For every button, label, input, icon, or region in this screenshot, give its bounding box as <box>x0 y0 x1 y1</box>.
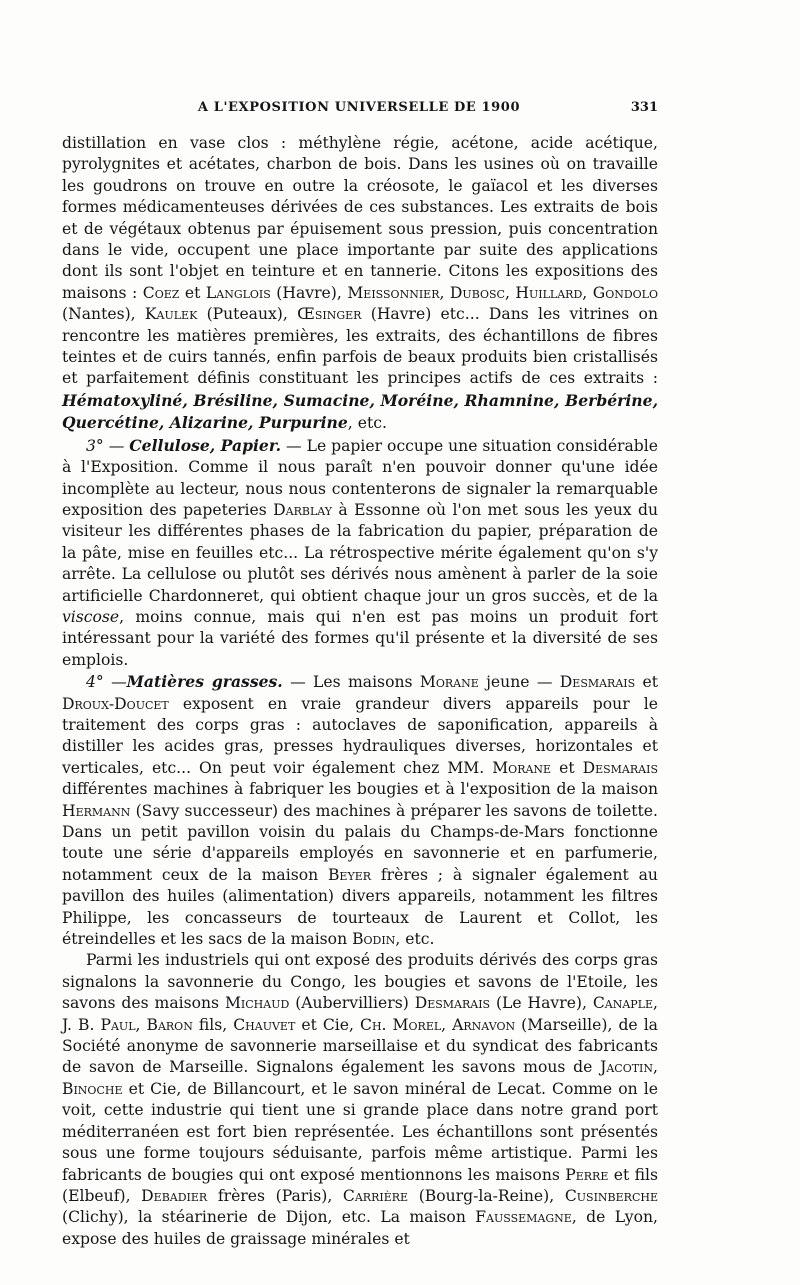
text-run-sc: Carrière <box>342 1186 409 1205</box>
text-run: et <box>551 758 583 777</box>
text-run: et fils (Elbeuf), <box>62 1165 658 1205</box>
text-run: — Le papier occupe une situation considérable à l'Exposition. Comme il nous paraît n'en pouvoir donner qu'une idée incomplète au lecteur, nous nous contenterons de signaler la remarquable exposition des papeteries <box>62 436 658 519</box>
text-run: , etc. <box>395 930 435 949</box>
text-run-it: 3° <box>86 436 104 455</box>
text-run: — <box>103 673 127 692</box>
text-run-bi: Cellulose, Papier. <box>129 435 282 455</box>
text-run: frères (Paris), <box>207 1186 343 1205</box>
text-run: (Puteaux), <box>197 305 298 324</box>
text-run-bi: Matières grasses. <box>126 672 283 692</box>
text-run: fils, <box>192 1015 234 1034</box>
text-run: , moins connue, mais qui n'en est pas moins un produit fort intéressant pour la variété des formes qu'il présente et la diversité de ses emplois. <box>62 607 658 669</box>
text-run-sc: Chauvet <box>233 1015 296 1034</box>
text-run: et <box>179 283 206 302</box>
text-run: — Les maisons <box>282 673 420 692</box>
page-number: 331 <box>630 100 658 115</box>
text-run: (Bourg-la-Reine), <box>408 1186 565 1205</box>
text-run-sc: Debadier <box>141 1186 208 1205</box>
body-text <box>62 133 658 1250</box>
text-run: et Cie, <box>295 1015 361 1034</box>
text-run-bi: Hématoxyliné, Brésiline, Sumacine, Moréine, Rhamnine, Berbérine, Quercétine, Alizarine, Purpurine <box>62 390 658 433</box>
paragraph-distillation <box>62 133 658 435</box>
text-run-sc: Coez <box>142 283 180 302</box>
text-run-sc: Langlois <box>205 283 271 302</box>
text-run: (Clichy), la stéarinerie de Dijon, etc. La maison <box>62 1208 476 1227</box>
text-run-sc: Canaple, J. B. Paul, Baron <box>62 994 658 1034</box>
text-run: (Havre), <box>270 283 348 302</box>
text-run: et Cie, de Billancourt, et le savon minéral de Lecat. Comme on le voit, cette industrie qui tient une si grande place dans notre grand port méditerranéen est fort bien représentée. Les échantillons sont présentés sous une forme toujours séduisante, parfois même artistique. Parmi les fabricants de bougies qui ont exposé mentionnons les maisons <box>62 1079 658 1184</box>
text-run: (Aubervilliers) <box>289 994 415 1013</box>
text-run-sc: Beyer <box>327 865 372 884</box>
text-run-sc: Morane <box>492 758 552 777</box>
text-run-sc: Œsinger <box>297 305 362 324</box>
text-run-sc: Desmarais <box>559 673 636 692</box>
paragraph-cellulose-papier <box>62 435 658 671</box>
text-run-sc: Jacotin, Binoche <box>62 1058 658 1098</box>
text-run-sc: Desmarais <box>414 994 491 1013</box>
paragraph-industriels <box>62 950 658 1250</box>
text-run: (Nantes), <box>62 305 145 324</box>
text-run-it: viscose <box>62 607 120 626</box>
text-run: , de Lyon, expose des huiles de graissage minérales et <box>62 1208 658 1248</box>
text-run-sc: Meissonnier, Dubosc, Huillard, Gondolo <box>347 283 658 302</box>
text-run-sc: Hermann <box>62 801 131 820</box>
text-run-it: 4° <box>86 673 104 692</box>
text-run-sc: Desmarais <box>582 758 658 777</box>
page-header <box>60 100 658 124</box>
text-run-sc: Cusinberche <box>564 1186 658 1205</box>
paragraph-matieres-grasses <box>62 671 658 950</box>
text-run: frères ; à signaler également au pavillon des huiles (alimentation) divers appareils, notamment les filtres Philippe, les concasseurs de tourteaux de Laurent et Collot, les étreindelles et les sacs de la maison <box>62 865 658 949</box>
text-run: Parmi les industriels qui ont exposé des produits dérivés des corps gras signalons la savonnerie du Congo, les bougies et savons de l'Etoile, les savons des maisons <box>62 951 658 1013</box>
text-run: et <box>635 673 659 692</box>
text-run: (Havre) etc... Dans les vitrines on rencontre les matières premières, les extraits, des échantillons de fibres teintes et de cuirs tannés, enfin parfois de beaux produits bien cristallisés et parfaitement définis constituant les principes actifs de ces extraits : <box>62 305 658 388</box>
text-run-sc: Perre <box>565 1165 609 1184</box>
text-run: exposent en vraie grandeur divers appareils pour le traitement des corps gras : autoclaves de saponification, appareils à distiller les acides gras, presses hydrauliques diverses, horizontales et verticales, etc... On peut voir également chez MM. <box>62 694 658 777</box>
text-run-sc: Kaulek <box>144 305 198 324</box>
text-run: — <box>103 436 130 455</box>
text-run-sc: Bodin <box>352 930 396 949</box>
text-run: distillation en vase clos : méthylène régie, acétone, acide acétique, pyrolygnites et acétates, charbon de bois. Dans les usines où on travaille les goudrons on trouve en outre la créosote, le gaïacol et les diverses formes médicamenteuses dérivées de ces substances. Les extraits de bois et de végétaux obtenus par épuisement sous pression, puis concentration dans le vide, occupent une place importante par suite des applications dont ils sont l'objet en teinture et en tannerie. Citons les expositions des maisons : <box>62 134 658 302</box>
text-run-sc: Morane <box>419 673 479 692</box>
text-run: à Essonne où l'on met sous les yeux du visiteur les différentes phases de la fabrication du papier, préparation de la pâte, mise en feuilles etc... La rétrospective mérite également qu'on s'y arrête. La cellulose ou plutôt ses dérivés nous amènent à parler de la soie artificielle Chardonneret, qui obtient chaque jour un gros succès, et de la <box>62 500 658 605</box>
text-run: différentes machines à fabriquer les bougies et à l'exposition de la maison <box>62 780 658 799</box>
text-run-sc: Faussemagne <box>475 1208 572 1227</box>
text-run-sc: Ch. Morel, Arnavon <box>360 1015 516 1034</box>
text-run: (Marseille), de la Société anonyme de savonnerie marseillaise et du syndicat des fabricants de savon de Marseille. Signalons également les savons mous de <box>62 1015 658 1077</box>
text-run-sc: Michaud <box>224 994 290 1013</box>
text-run: (Le Havre), <box>490 994 593 1013</box>
text-run: , etc. <box>347 414 387 433</box>
text-run: jeune — <box>478 673 560 692</box>
text-run-sc: Droux-Doucet <box>62 694 169 713</box>
text-run: (Savy successeur) des machines à préparer les savons de toilette. Dans un petit pavillon voisin du palais du Champs-de-Mars fonctionne toute une série d'appareils employés en savonnerie et en parfumerie, notamment ceux de la maison <box>62 801 658 884</box>
text-run-sc: Darblay <box>273 500 333 519</box>
running-head: A L'EXPOSITION UNIVERSELLE DE 1900 <box>197 100 521 115</box>
